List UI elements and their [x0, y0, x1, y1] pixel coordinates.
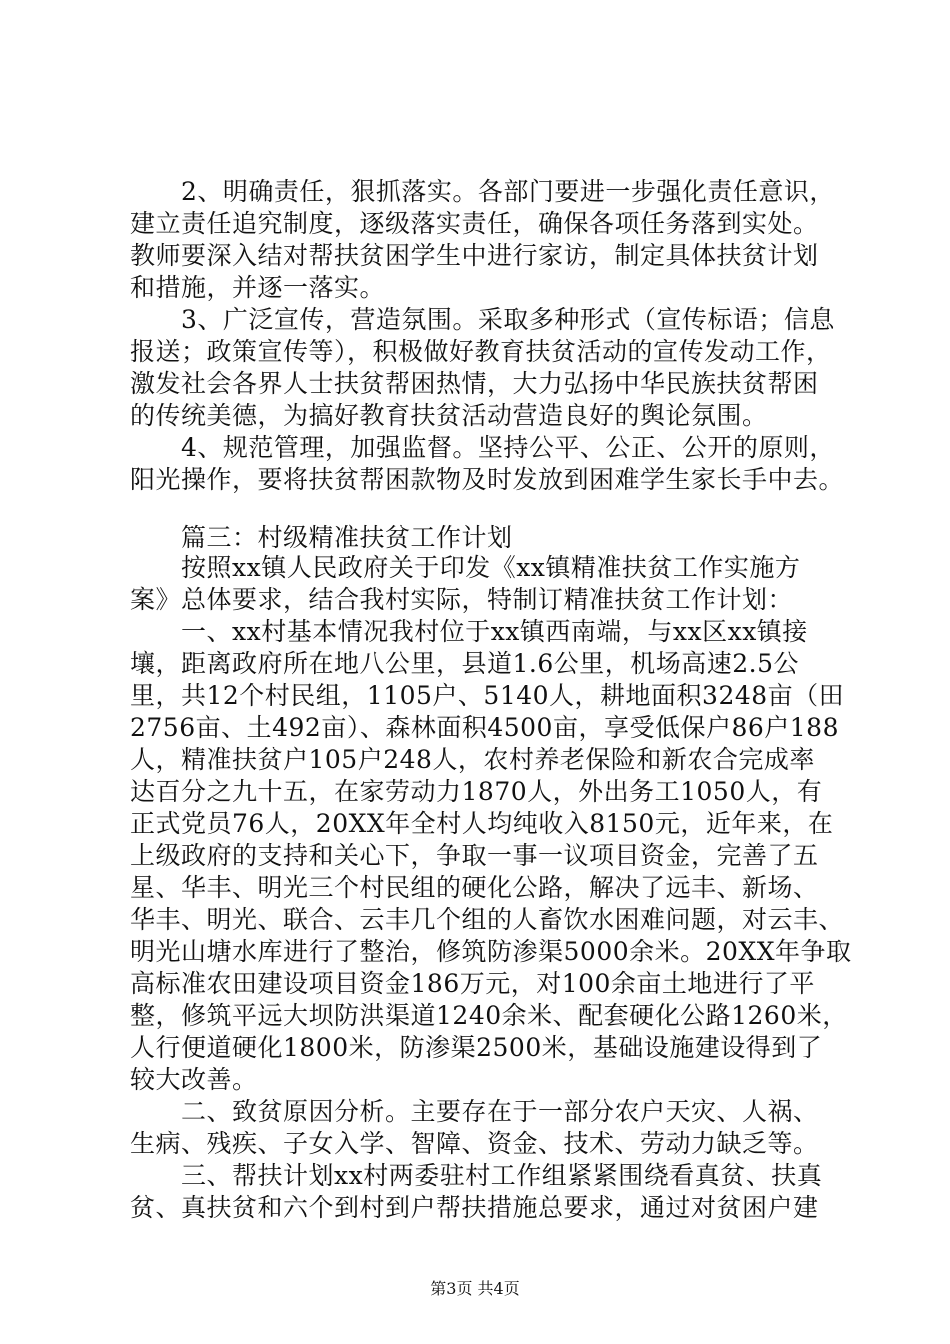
text-line: 星、华丰、明光三个村民组的硬化公路，解决了远丰、新场、	[130, 873, 819, 902]
text-line: 华丰、明光、联合、云丰几个组的人畜饮水困难问题，对云丰、	[130, 905, 845, 934]
text-line: 建立责任追究制度，逐级落实责任，确保各项任务落到实处。	[130, 209, 819, 238]
text-line: 较大改善。	[130, 1065, 258, 1094]
text-line: 一、xx村基本情况我村位于xx镇西南端，与xx区xx镇接	[130, 617, 808, 646]
text-line: 按照xx镇人民政府关于印发《xx镇精准扶贫工作实施方	[130, 553, 801, 582]
text-line: 高标准农田建设项目资金186万元，对100余亩土地进行了平	[130, 969, 815, 998]
text-line: 整，修筑平远大坝防洪渠道1240余米、配套硬化公路1260米，	[130, 1001, 848, 1030]
text-line: 和措施，并逐一落实。	[130, 273, 386, 302]
page-number-footer: 第3页 共4页	[430, 1279, 520, 1298]
text-line: 的传统美德，为搞好教育扶贫活动营造良好的舆论氛围。	[130, 401, 768, 430]
text-line: 2、明确责任，狠抓落实。各部门要进一步强化责任意识，	[130, 177, 835, 206]
text-line: 案》总体要求，结合我村实际，特制订精准扶贫工作计划：	[130, 585, 794, 614]
section-heading: 篇三：村级精准扶贫工作计划	[130, 523, 513, 552]
text-line: 2756亩、土492亩）、森林面积4500亩，享受低保户86户188	[130, 713, 839, 742]
text-line: 壤，距离政府所在地八公里，县道1.6公里，机场高速2.5公	[130, 649, 800, 678]
text-line: 达百分之九十五，在家劳动力1870人，外出务工1050人，有	[130, 777, 823, 806]
text-line: 明光山塘水库进行了整治，修筑防渗渠5000余米。20XX年争取	[130, 937, 852, 966]
text-line: 人行便道硬化1800米，防渗渠2500米，基础设施建设得到了	[130, 1033, 823, 1062]
text-line: 里，共12个村民组，1105户、5140人，耕地面积3248亩（田	[130, 681, 845, 710]
text-line: 正式党员76人，20XX年全村人均纯收入8150元，近年来，在	[130, 809, 834, 838]
text-line: 4、规范管理，加强监督。坚持公平、公正、公开的原则，	[130, 433, 835, 462]
text-line: 贫、真扶贫和六个到村到户帮扶措施总要求，通过对贫困户建	[130, 1193, 819, 1222]
text-line: 教师要深入结对帮扶贫困学生中进行家访，制定具体扶贫计划	[130, 241, 819, 270]
text-line: 报送；政策宣传等），积极做好教育扶贫活动的宣传发动工作，	[130, 337, 832, 366]
text-line: 3、广泛宣传，营造氛围。采取多种形式（宣传标语；信息	[130, 305, 835, 334]
text-line: 人，精准扶贫户105户248人，农村养老保险和新农合完成率	[130, 745, 815, 774]
text-line: 生病、残疾、子女入学、智障、资金、技术、劳动力缺乏等。	[130, 1129, 819, 1158]
text-line: 激发社会各界人士扶贫帮困热情，大力弘扬中华民族扶贫帮困	[130, 369, 819, 398]
text-line: 三、帮扶计划xx村两委驻村工作组紧紧围绕看真贫、扶真	[130, 1161, 823, 1190]
text-line: 阳光操作，要将扶贫帮困款物及时发放到困难学生家长手中去。	[130, 465, 845, 494]
text-line: 上级政府的支持和关心下，争取一事一议项目资金，完善了五	[130, 841, 819, 870]
text-line: 二、致贫原因分析。主要存在于一部分农户天灾、人祸、	[130, 1097, 819, 1126]
